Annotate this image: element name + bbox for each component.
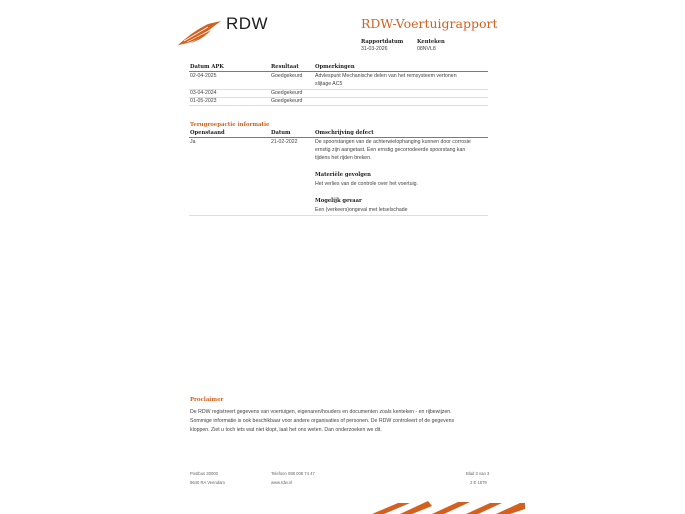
decorative-stripes-icon — [370, 497, 525, 514]
row-divider — [189, 97, 488, 98]
rdw-logo-wing-icon — [178, 21, 222, 45]
footer-postbus: Postbus 30000 — [190, 471, 218, 476]
danger-text: Een (verkeers)ongeval met letselschade — [315, 207, 408, 213]
apk-row-2-result: Goedgekeurd — [271, 90, 303, 96]
recall-row-divider — [189, 215, 488, 216]
footer-phone: Telefoon 088 008 74 47 — [271, 471, 315, 476]
footer-website-link[interactable]: www.rdw.nl — [271, 480, 292, 485]
plate-label: Kenteken — [417, 39, 445, 45]
defect-description-line: ernstig zijn aangetast. Een ernstig gecorrodeerde spoorstang kan — [315, 147, 466, 153]
recall-open-value: Ja — [190, 139, 196, 145]
footer-page-number: Blad 3 van 3 — [466, 471, 490, 476]
col-header-recall-date: Datum — [271, 130, 291, 136]
apk-row-3-result: Goedgekeurd — [271, 98, 303, 104]
disclaimer-line: Sommige informatie is ook beschikbaar voor andere organisaties of personen. De RDW controleert of de gegevens — [190, 418, 455, 424]
danger-title: Mogelijk gevaar — [315, 198, 362, 204]
footer-code: 2 E 1679 — [470, 480, 487, 485]
col-header-open: Openstaand — [190, 130, 225, 136]
defect-description-line: tijdens het rijden breken. — [315, 155, 372, 161]
consequence-title: Materiële gevolgen — [315, 172, 371, 178]
brand-name: RDW — [226, 14, 269, 33]
recall-date-value: 21-02-2022 — [271, 139, 298, 145]
apk-row-3-date: 01-05-2023 — [190, 98, 217, 104]
disclaimer-line: De RDW registreert gegevens van voertuigen, eigenaren/houders en documenten zoals kenteken - en rijbewijzen. — [190, 409, 452, 415]
col-header-result: Resultaat — [271, 64, 299, 70]
row-divider — [189, 89, 488, 90]
disclaimer-line: kloppen. Ziet u toch iets wat niet klopt, laat het ons weten. Dan onderzoeken we dit. — [190, 427, 382, 433]
apk-row-2-date: 03-04-2024 — [190, 90, 217, 96]
report-date-value: 31-03-2026 — [361, 46, 388, 52]
col-header-date: Datum APK — [190, 64, 224, 70]
consequence-text: Het verlies van de controle over het voertuig. — [315, 181, 418, 187]
recall-section-title: Terugroepactie informatie — [190, 122, 270, 128]
defect-description-line: De spoorstangen van de achterwielophanging kunnen door corrosie — [315, 139, 471, 145]
disclaimer-title: Proclaimer — [190, 397, 224, 403]
apk-row-1-remark: Advlespunt Mechanische delen van het remsysteem vertonen — [315, 73, 457, 79]
page-title: RDW-Voertuigrapport — [361, 16, 498, 31]
apk-row-1-remark-cont: slijtage AC5 — [315, 81, 343, 87]
footer-postcode: 9640 RA Veendam — [190, 480, 225, 485]
plate-value: 08NVL8 — [417, 46, 436, 52]
col-header-defect: Omschrijving defect — [315, 130, 374, 136]
apk-row-1-result: Goedgekeurd — [271, 73, 303, 79]
row-divider — [189, 105, 488, 106]
report-date-label: Rapportdatum — [361, 39, 404, 45]
apk-row-1-date: 02-04-2025 — [190, 73, 217, 79]
col-header-remarks: Opmerkingen — [315, 64, 355, 70]
